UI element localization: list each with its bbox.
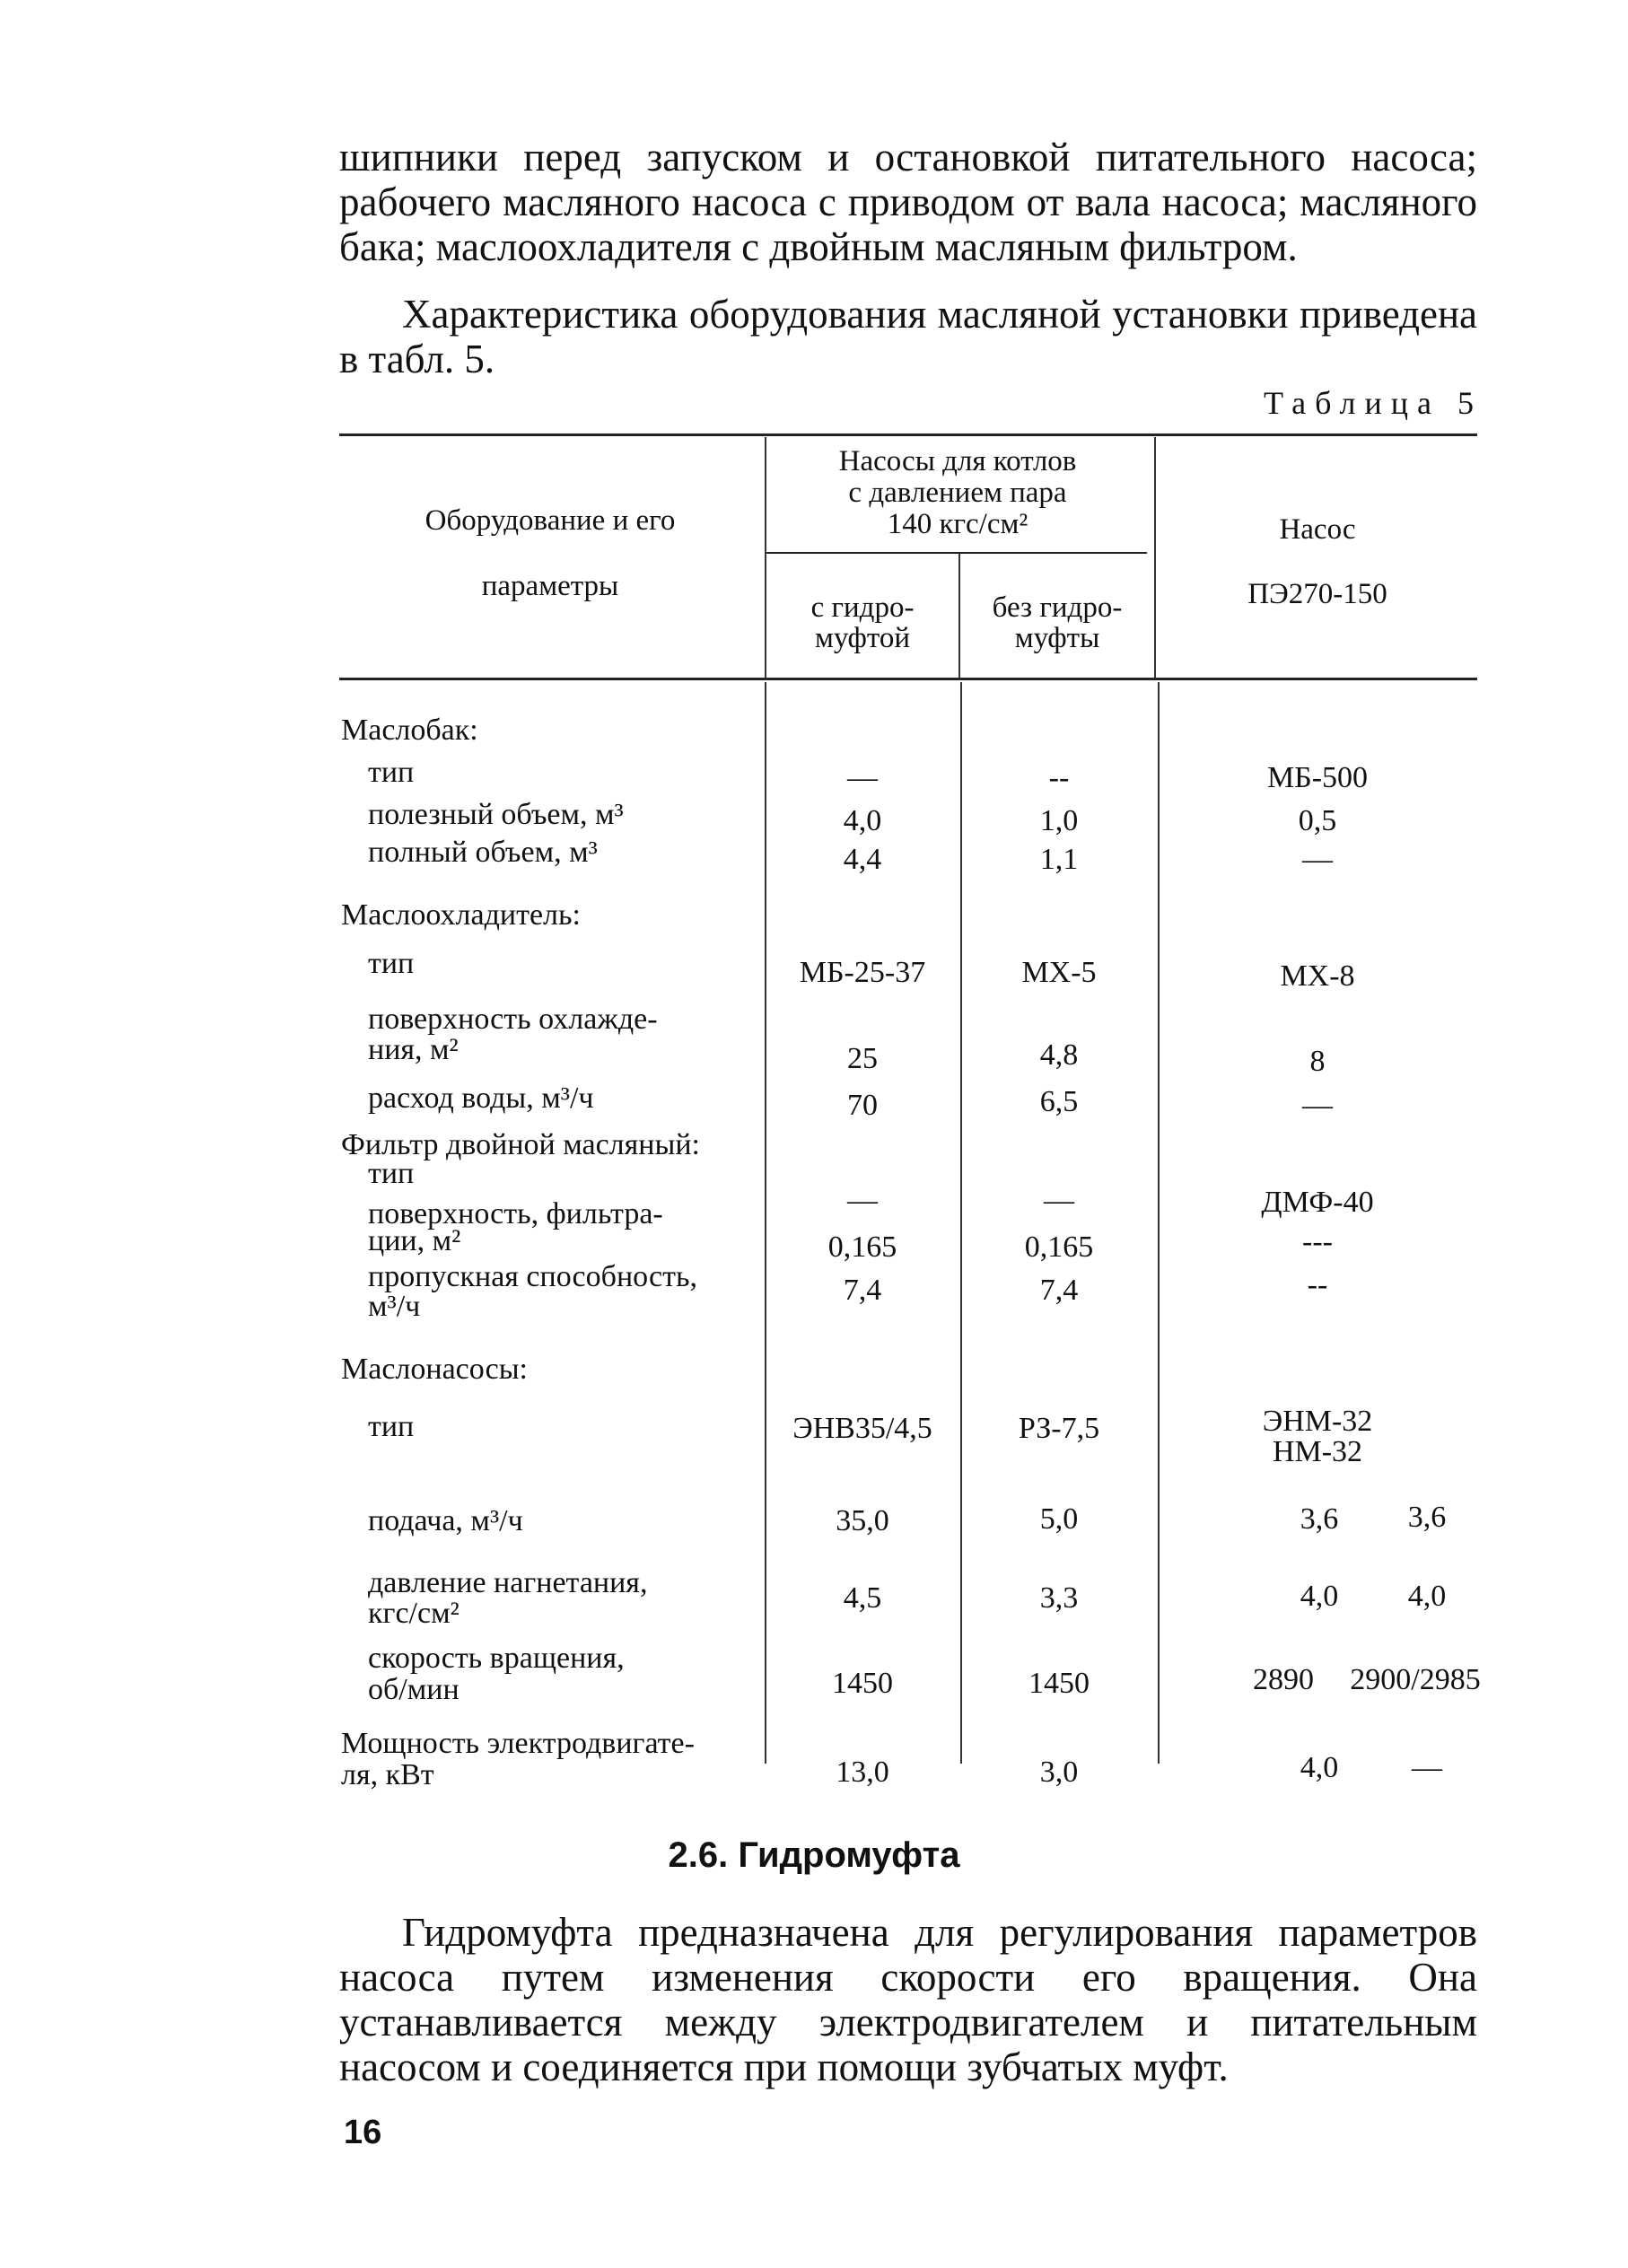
row-value: 1450 [832, 1667, 893, 1700]
header-sub2-line1: без гидро- [992, 591, 1123, 624]
header-vline-3 [1154, 437, 1156, 678]
table-caption: Таблица 5 [1264, 385, 1483, 421]
row-value: 3,6 [1407, 1501, 1447, 1534]
row-value: 7,4 [843, 1274, 882, 1307]
table-header-bottom-rule [339, 678, 1477, 680]
row-value: 8 [1309, 1045, 1326, 1078]
paragraph-continuation: шипники перед запуском и остановкой питательного насоса; рабочего масляного насоса с приводом от вала насоса; масляного бака; маслоохладителя с двойным масляным фильтром. [339, 135, 1477, 269]
row-value: -- [1307, 1268, 1328, 1301]
section-maslookhladitel: Маслоохладитель: [341, 898, 581, 932]
row-label: давление нагнетания, [368, 1566, 648, 1599]
row-value: 5,0 [1039, 1502, 1079, 1536]
row-label: поверхность, фильтра- [368, 1197, 663, 1230]
paragraph-table-reference [339, 292, 1477, 381]
row-value: 70 [847, 1089, 878, 1122]
row-label: полный объем, м³ [368, 836, 598, 869]
row-value: 4,0 [1407, 1580, 1447, 1613]
row-value: МХ-5 [1021, 956, 1097, 989]
table-top-rule [339, 433, 1477, 436]
row-label: поверхность охлажде- [368, 1003, 658, 1036]
table-group-underline [765, 552, 1147, 554]
page-number: 16 [344, 2114, 382, 2151]
row-value: 7,4 [1039, 1274, 1079, 1307]
row-value: 35,0 [836, 1504, 889, 1537]
row-value: 3,0 [1039, 1756, 1079, 1789]
row-value: 13,0 [836, 1756, 889, 1789]
row-value: 4,0 [1300, 1580, 1339, 1613]
row-value: МБ-500 [1266, 761, 1369, 794]
row-value: 2890 [1253, 1663, 1314, 1696]
row-value: 1,0 [1039, 804, 1079, 837]
row-value: --- [1302, 1225, 1333, 1258]
row-value: 2900/2985 [1350, 1663, 1481, 1696]
row-value: ДМФ-40 [1261, 1186, 1374, 1219]
row-label-cont: ля, кВт [341, 1758, 434, 1791]
section-filtr: Фильтр двойной масляный: [341, 1128, 700, 1161]
row-value: РЗ-7,5 [1018, 1412, 1100, 1445]
row-value: 0,5 [1298, 804, 1337, 837]
section-maslobak: Маслобак: [341, 714, 478, 747]
row-value: 1,1 [1039, 843, 1079, 876]
row-value: 4,0 [1300, 1751, 1339, 1784]
row-label-cont: м³/ч [368, 1290, 421, 1323]
header-col4-line1: Насос [1279, 513, 1356, 546]
row-value: ЭНМ-32 [1262, 1405, 1373, 1438]
row-value: 4,5 [843, 1581, 882, 1615]
row-label: скорость вращения, [368, 1642, 625, 1675]
row-label: Мощность электродвигате- [341, 1727, 695, 1760]
row-label: тип [368, 756, 415, 789]
row-label: расход воды, м³/ч [368, 1081, 594, 1115]
row-label: подача, м³/ч [368, 1504, 523, 1537]
row-value: МХ-8 [1280, 959, 1355, 993]
row-value: 6,5 [1039, 1085, 1079, 1118]
row-label: тип [368, 1410, 415, 1443]
header-sub1-line2: муфтой [814, 622, 911, 654]
section-heading: 2.6. Гидромуфта [668, 1835, 960, 1875]
row-label-cont: ции, м² [368, 1224, 461, 1257]
paragraph-table-reference-text: Характеристика оборудования масляной установки приведена в табл. 5. [339, 292, 1477, 381]
paragraph-hydrocoupling-text: Гидромуфта предназначена для регулирования параметров насоса путем изменения скорости его вращения. Она устанавливается между электродвигателем и питательным насосом и соединяется при помощи зубчатых муфт. [339, 1910, 1477, 2089]
row-value: 0,165 [1024, 1230, 1094, 1264]
row-label-cont: ния, м² [368, 1033, 459, 1066]
row-value: 4,4 [843, 843, 882, 876]
row-value: 4,0 [843, 804, 882, 837]
row-value: — [1302, 1089, 1333, 1122]
paragraph-hydrocoupling [339, 1910, 1477, 2089]
row-value: МБ-25-37 [799, 956, 926, 989]
header-group-line2: с давлением пара [848, 477, 1067, 509]
section-maslonasosy: Маслонасосы: [341, 1353, 528, 1386]
row-value: — [1302, 843, 1333, 876]
row-label-cont: кгс/см² [368, 1597, 460, 1630]
row-value: 1450 [1028, 1667, 1090, 1700]
row-value: 4,8 [1039, 1038, 1079, 1072]
row-value: — [847, 1184, 878, 1217]
header-sub2-line2: муфты [1014, 622, 1100, 654]
row-label: тип [368, 947, 415, 980]
row-label: тип [368, 1157, 415, 1190]
header-col4-line2: ПЭ270-150 [1247, 578, 1387, 610]
header-group-line1: Насосы для котлов [838, 445, 1077, 477]
row-value: -- [1048, 761, 1070, 794]
row-value: 3,3 [1039, 1581, 1079, 1615]
header-group-line3: 140 кгс/см² [887, 508, 1028, 540]
row-value: 0,165 [827, 1230, 897, 1264]
row-value: — [1044, 1184, 1074, 1217]
row-label-cont: об/мин [368, 1673, 460, 1706]
row-value: ЭНВ35/4,5 [792, 1412, 932, 1445]
row-value: 25 [847, 1042, 878, 1075]
row-value: 3,6 [1300, 1502, 1339, 1536]
header-sub1-line1: с гидро- [810, 591, 915, 624]
row-value: — [1412, 1751, 1442, 1784]
row-value-cont: НМ-32 [1272, 1435, 1363, 1468]
row-label: пропускная способность, [368, 1260, 697, 1293]
row-value: — [847, 761, 878, 794]
row-label: полезный объем, м³ [368, 798, 624, 831]
header-col1-line2: параметры [481, 570, 619, 602]
header-col1-line1: Оборудование и его [425, 504, 676, 537]
